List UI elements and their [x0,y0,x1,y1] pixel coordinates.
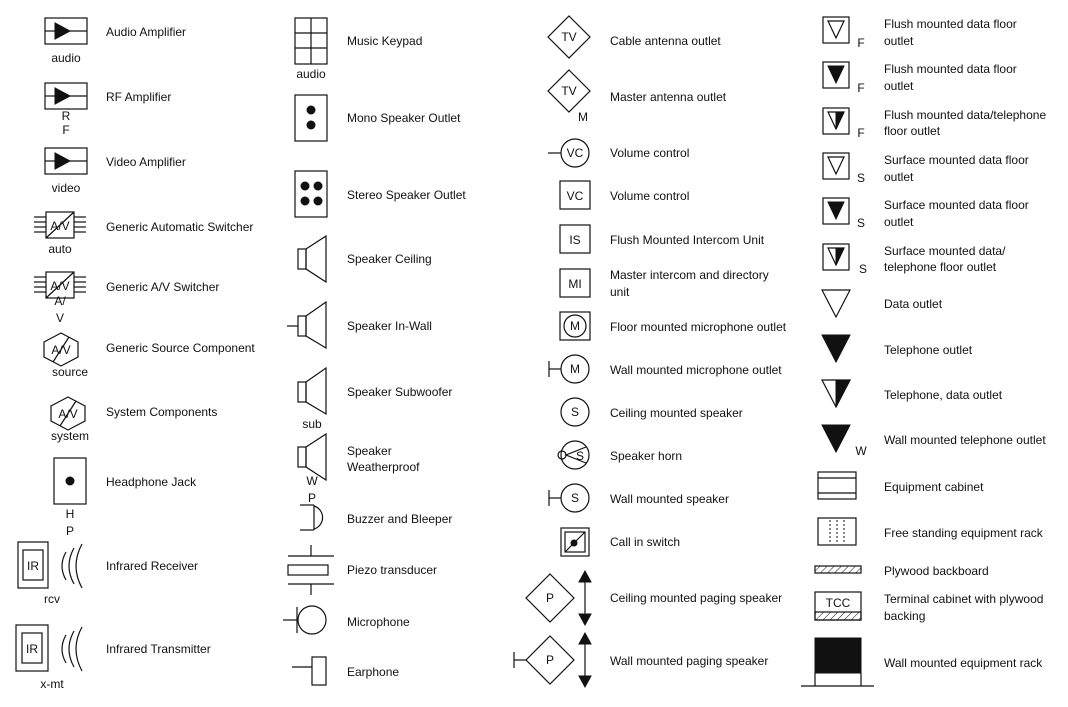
music-keypad-symbol [295,18,327,64]
flush-data-floor-label-2: outlet [884,34,914,48]
earphone-symbol [292,657,326,685]
surface-telephone-floor-label: Surface mounted data floor [884,198,1029,212]
master-intercom-label: Master intercom and directory [610,268,769,282]
speaker-horn-symbol [558,441,589,469]
speaker-subwoofer-label: Speaker Subwoofer [347,385,453,399]
floor-microphone-inner: M [570,319,580,333]
surface-data-telephone-floor-outlet-symbol [823,244,849,270]
automatic-switcher-caption: auto [48,242,72,256]
flush-telephone-floor-label: Flush mounted data floor [884,62,1017,76]
source-component-caption: source [51,365,89,379]
flush-intercom-inner: IS [569,233,581,247]
wall-speaker-label: Wall mounted speaker [610,492,729,506]
wall-mounted-rack-symbol [801,638,874,686]
ceiling-paging-speaker-symbol [526,571,591,625]
speaker-ceiling-label: Speaker Ceiling [347,252,432,266]
flush-data-floor-caption: F [857,36,865,50]
stereo-speaker-outlet-symbol [295,171,327,217]
surface-data-telephone-floor-caption: S [858,262,868,276]
master-intercom-inner: MI [568,277,582,291]
headphone-jack-label: Headphone Jack [106,475,197,489]
speaker-ceiling-symbol [298,236,326,282]
speaker-horn-label: Speaker horn [610,449,683,463]
av-switcher-label: Generic A/V Switcher [106,280,220,294]
wall-telephone-outlet-symbol [822,425,850,452]
headphone-jack-caption-h: H [65,507,75,521]
source-component-inner: A/V [51,343,71,357]
ceiling-speaker-inner: S [570,405,580,419]
flush-telephone-floor-outlet-symbol [823,62,849,88]
video-amplifier-symbol [45,148,87,174]
av-switcher-inner-2: A/ [54,294,66,308]
master-antenna-outlet-label: Master antenna outlet [610,90,727,104]
telephone-outlet-label: Telephone outlet [884,343,973,357]
surface-telephone-floor-label-2: outlet [884,215,914,229]
wall-microphone-inner: M [570,362,580,376]
speaker-in-wall-label: Speaker In-Wall [347,319,432,333]
plywood-backboard-label: Plywood backboard [884,564,989,578]
wall-telephone-outlet-caption: W [855,444,867,458]
infrared-transmitter-inner: IR [26,642,38,656]
call-in-switch-symbol [561,528,589,556]
free-standing-rack-symbol [818,518,856,545]
surface-data-floor-outlet-symbol [823,153,849,179]
speaker-in-wall-symbol [287,302,326,348]
surface-data-telephone-floor-label-2: telephone floor outlet [884,260,997,274]
microphone-label: Microphone [347,615,410,629]
flush-data-telephone-floor-caption: F [857,126,865,140]
video-amplifier-label: Video Amplifier [106,155,186,169]
plywood-backboard-symbol [815,566,861,573]
terminal-cabinet-inner: TCC [825,596,851,610]
stereo-speaker-outlet-label: Stereo Speaker Outlet [347,188,466,202]
wall-paging-speaker-label: Wall mounted paging speaker [610,654,769,668]
surface-telephone-floor-outlet-symbol [823,198,849,224]
rf-amplifier-label: RF Amplifier [106,90,172,104]
wall-paging-speaker-inner: P [545,653,555,667]
speaker-weatherproof-label-2: Weatherproof [347,460,420,474]
rf-amplifier-caption-r: R [61,109,71,123]
data-outlet-symbol [822,290,850,317]
infrared-receiver-inner: IR [27,559,39,573]
ceiling-paging-speaker-inner: P [545,591,555,605]
terminal-cabinet-label-2: backing [884,609,926,623]
piezo-transducer-symbol [288,545,334,595]
system-components-label: System Components [106,405,218,419]
microphone-symbol [283,606,326,634]
master-antenna-caption: M [578,110,588,124]
mono-speaker-outlet-symbol [295,95,327,141]
speaker-subwoofer-caption: sub [302,417,322,431]
video-amplifier-caption: video [51,181,81,195]
music-keypad-caption: audio [296,67,326,81]
infrared-receiver-caption: rcv [44,592,60,606]
volume-control-square-inner: VC [566,189,584,203]
av-switcher-inner: A/V [50,279,70,293]
wall-microphone-outlet-label: Wall mounted microphone outlet [610,363,782,377]
wall-telephone-outlet-label: Wall mounted telephone outlet [884,433,1046,447]
audio-amplifier-label: Audio Amplifier [106,25,187,39]
surface-data-floor-label: Surface mounted data floor [884,153,1029,167]
wall-speaker-inner: S [570,491,580,505]
wall-mounted-rack-label: Wall mounted equipment rack [884,656,1043,670]
volume-control-circle-label: Volume control [610,146,690,160]
surface-data-floor-caption: S [856,171,866,185]
rf-amplifier-symbol [45,83,87,109]
telephone-outlet-symbol [822,335,850,362]
surface-data-telephone-floor-label: Surface mounted data/ [884,244,1006,258]
ceiling-speaker-label: Ceiling mounted speaker [610,406,743,420]
master-antenna-inner: TV [561,84,577,98]
infrared-transmitter-caption: x-mt [40,677,64,691]
data-outlet-label: Data outlet [884,297,943,311]
telephone-data-outlet-symbol [822,380,850,407]
free-standing-rack-label: Free standing equipment rack [884,526,1043,540]
cable-antenna-outlet-label: Cable antenna outlet [610,34,721,48]
floor-microphone-outlet-label: Floor mounted microphone outlet [610,320,787,334]
equipment-cabinet-label: Equipment cabinet [884,480,984,494]
flush-telephone-floor-caption: F [857,81,865,95]
headphone-jack-caption-p: P [65,524,75,538]
surface-telephone-floor-caption: S [856,216,866,230]
flush-data-telephone-floor-outlet-symbol [823,108,849,134]
wall-microphone-outlet-symbol [549,355,589,383]
headphone-jack-symbol [54,458,86,504]
av-switcher-caption: V [55,311,65,325]
buzzer-bleeper-symbol [300,505,323,530]
cable-antenna-inner: TV [561,30,577,44]
source-component-label: Generic Source Component [106,341,255,355]
infrared-transmitter-label: Infrared Transmitter [106,642,211,656]
rf-amplifier-caption-f: F [62,123,70,137]
speaker-weatherproof-label: Speaker [347,444,392,458]
flush-data-telephone-floor-label-2: floor outlet [884,124,941,138]
earphone-label: Earphone [347,665,400,679]
equipment-cabinet-symbol [818,472,856,499]
audio-amplifier-caption: audio [51,51,81,65]
music-keypad-label: Music Keypad [347,34,423,48]
ceiling-paging-speaker-label: Ceiling mounted paging speaker [610,591,783,605]
automatic-switcher-label: Generic Automatic Switcher [106,220,254,234]
speaker-horn-inner: S [575,449,585,463]
buzzer-bleeper-label: Buzzer and Bleeper [347,512,453,526]
piezo-transducer-label: Piezo transducer [347,563,438,577]
infrared-receiver-label: Infrared Receiver [106,559,199,573]
speaker-subwoofer-symbol [298,368,326,414]
flush-data-floor-label: Flush mounted data floor [884,17,1017,31]
automatic-switcher-inner: A/V [50,219,70,233]
speaker-weatherproof-caption: W [306,474,318,488]
audio-amplifier-symbol [45,18,87,44]
flush-intercom-label: Flush Mounted Intercom Unit [610,233,765,247]
flush-telephone-floor-label-2: outlet [884,79,914,93]
system-components-caption: system [50,429,90,443]
wall-speaker-symbol [549,484,589,512]
surface-data-floor-label-2: outlet [884,170,914,184]
master-intercom-label-2: unit [610,285,630,299]
flush-data-floor-outlet-symbol [823,17,849,43]
flush-data-telephone-floor-label: Flush mounted data/telephone [884,108,1047,122]
buzzer-bleeper-caption: P [307,491,317,505]
terminal-cabinet-label: Terminal cabinet with plywood [884,592,1044,606]
volume-control-circle-inner: VC [566,146,584,160]
telephone-data-outlet-label: Telephone, data outlet [884,388,1003,402]
volume-control-square-label: Volume control [610,189,690,203]
system-components-inner: A/V [58,407,78,421]
mono-speaker-outlet-label: Mono Speaker Outlet [347,111,461,125]
call-in-switch-label: Call in switch [610,535,681,549]
